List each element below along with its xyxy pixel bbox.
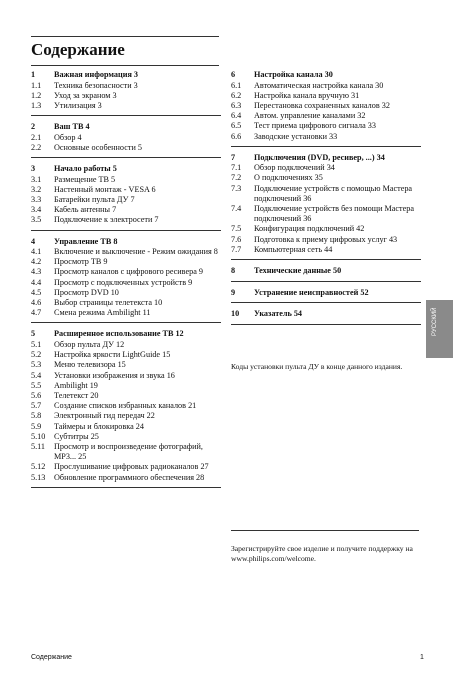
section-title: Настройка канала 30 bbox=[254, 70, 333, 79]
toc-item[interactable] bbox=[31, 81, 221, 91]
toc-item[interactable] bbox=[31, 205, 221, 215]
item-number: 7.5 bbox=[231, 224, 242, 234]
item-number: 4.3 bbox=[31, 267, 42, 277]
item-title: Обновление программного обеспечения 28 bbox=[54, 472, 205, 482]
toc-section-heading[interactable] bbox=[231, 266, 421, 277]
item-title: Телетекст 20 bbox=[54, 390, 99, 400]
item-title: Просмотр и воспроизведение фотографий, MP3... 25 bbox=[54, 441, 203, 462]
item-title: Подключение к электросети 7 bbox=[54, 215, 159, 225]
section-divider bbox=[31, 157, 221, 158]
section-divider bbox=[231, 259, 421, 260]
top-rule bbox=[31, 36, 219, 37]
item-title: Обзор 4 bbox=[54, 132, 82, 142]
item-title: Утилизация 3 bbox=[54, 100, 102, 110]
item-number: 3.4 bbox=[31, 205, 42, 215]
section-title: Управление ТВ 8 bbox=[54, 236, 118, 246]
page-title: Содержание bbox=[31, 40, 125, 59]
toc-item[interactable] bbox=[31, 432, 221, 442]
toc-item[interactable] bbox=[31, 462, 221, 472]
item-title: Создание списков избранных каналов 21 bbox=[54, 401, 197, 411]
language-tab bbox=[426, 300, 453, 358]
item-number: 6.1 bbox=[231, 80, 242, 90]
item-title: Настройка яркости LightGuide 15 bbox=[54, 350, 171, 360]
item-title: Компьютерная сеть 44 bbox=[254, 244, 333, 254]
section-number: 9 bbox=[231, 287, 236, 297]
toc-item[interactable] bbox=[231, 204, 421, 224]
toc-item[interactable] bbox=[31, 391, 221, 401]
item-number: 5.1 bbox=[31, 339, 42, 349]
section-title: Важная информация 3 bbox=[54, 70, 139, 79]
item-number: 1.2 bbox=[31, 90, 42, 100]
item-title: Просмотр с подключенных устройств 9 bbox=[54, 277, 193, 287]
item-title: Просмотр DVD 10 bbox=[54, 287, 119, 297]
toc-section bbox=[31, 237, 221, 324]
item-number: 6.5 bbox=[231, 121, 242, 131]
item-title: Субтитры 25 bbox=[54, 431, 99, 441]
toc-item[interactable] bbox=[31, 360, 221, 370]
item-number: 5.5 bbox=[31, 380, 42, 390]
toc-section-heading[interactable] bbox=[31, 122, 221, 133]
section-divider bbox=[31, 230, 221, 231]
section-divider bbox=[31, 487, 221, 488]
item-title: Ambilight 19 bbox=[54, 380, 98, 390]
item-title: Подготовка к приему цифровых услуг 43 bbox=[254, 234, 398, 244]
footer-page-number: 1 bbox=[420, 654, 424, 661]
item-number: 3.3 bbox=[31, 194, 42, 204]
section-divider bbox=[31, 115, 221, 116]
section-divider bbox=[31, 322, 221, 323]
title-rule bbox=[31, 65, 219, 66]
toc-item[interactable] bbox=[231, 235, 421, 245]
language-tab-label: РУССКИЙ bbox=[432, 307, 438, 336]
toc-section bbox=[31, 329, 221, 487]
toc-item[interactable] bbox=[31, 185, 221, 195]
item-title: Электронный гид передач 22 bbox=[54, 411, 155, 421]
toc-item[interactable] bbox=[31, 411, 221, 421]
section-number: 4 bbox=[31, 236, 36, 246]
item-number: 6.6 bbox=[231, 131, 242, 141]
footer-section-name: Содержание bbox=[31, 654, 72, 661]
section-title: Подключения (DVD, ресивер, ...) 34 bbox=[254, 152, 385, 162]
section-title: Расширенное использование ТВ 12 bbox=[54, 329, 184, 339]
item-number: 5.13 bbox=[31, 472, 46, 482]
item-title: Установки изображения и звука 16 bbox=[54, 370, 175, 380]
toc-item[interactable] bbox=[31, 247, 221, 257]
item-number: 5.9 bbox=[31, 421, 42, 431]
section-number: 7 bbox=[231, 152, 236, 162]
toc-item[interactable] bbox=[31, 195, 221, 205]
item-number: 3.5 bbox=[31, 215, 42, 225]
item-title: Тест приема цифрового сигнала 33 bbox=[254, 121, 376, 131]
item-title: Обзор пульта ДУ 12 bbox=[54, 339, 125, 349]
toc-item[interactable] bbox=[231, 81, 421, 91]
item-title: Заводские установки 33 bbox=[254, 131, 338, 141]
toc-item[interactable] bbox=[31, 298, 221, 308]
toc-section-heading[interactable] bbox=[231, 309, 421, 320]
item-number: 4.5 bbox=[31, 287, 42, 297]
item-number: 6.2 bbox=[231, 90, 242, 100]
toc-item[interactable] bbox=[231, 111, 421, 121]
section-divider bbox=[231, 324, 421, 325]
toc-item[interactable] bbox=[31, 267, 221, 277]
toc-item[interactable] bbox=[31, 278, 221, 288]
item-number: 4.2 bbox=[31, 257, 42, 267]
item-number: 1.3 bbox=[31, 100, 42, 110]
section-number: 1 bbox=[31, 70, 36, 79]
toc-item[interactable] bbox=[31, 91, 221, 101]
section-number: 2 bbox=[31, 122, 36, 132]
item-number: 7.7 bbox=[231, 244, 242, 254]
section-divider bbox=[231, 146, 421, 147]
toc-item[interactable] bbox=[31, 143, 221, 153]
toc-section bbox=[231, 266, 421, 282]
toc-item[interactable] bbox=[231, 101, 421, 111]
remote-codes-note: Коды установки пульта ДУ в конце данного издания. bbox=[231, 362, 403, 371]
item-title: Техника безопасности 3 bbox=[54, 80, 138, 90]
toc-item[interactable] bbox=[31, 422, 221, 432]
toc-item[interactable] bbox=[231, 121, 421, 131]
item-number: 5.7 bbox=[31, 401, 42, 411]
section-title: Технические данные 50 bbox=[254, 266, 342, 276]
toc-item[interactable] bbox=[231, 173, 421, 183]
toc-item[interactable] bbox=[31, 401, 221, 411]
item-number: 7.6 bbox=[231, 234, 242, 244]
toc-item[interactable] bbox=[31, 381, 221, 391]
item-number: 5.2 bbox=[31, 350, 42, 360]
item-title: Подключение устройств с помощью Мастера подключений 36 bbox=[254, 183, 413, 203]
section-title: Ваш ТВ 4 bbox=[54, 122, 90, 132]
toc-section bbox=[31, 122, 221, 158]
item-number: 5.4 bbox=[31, 370, 42, 380]
toc-section-heading[interactable] bbox=[231, 153, 421, 164]
item-number: 5.12 bbox=[31, 462, 46, 472]
toc-item[interactable] bbox=[31, 101, 221, 111]
item-title: Автоматическая настройка канала 30 bbox=[254, 80, 384, 90]
section-title: Указатель 54 bbox=[254, 309, 303, 319]
toc-item[interactable] bbox=[31, 371, 221, 381]
section-number: 6 bbox=[231, 70, 236, 79]
item-number: 7.1 bbox=[231, 163, 242, 173]
section-number: 10 bbox=[231, 309, 240, 319]
toc-item[interactable] bbox=[31, 257, 221, 267]
toc-section-heading[interactable] bbox=[31, 237, 221, 248]
section-divider bbox=[231, 281, 421, 282]
item-title: Основные особенности 5 bbox=[54, 142, 142, 152]
item-number: 5.10 bbox=[31, 431, 46, 441]
item-number: 4.7 bbox=[31, 308, 42, 318]
toc-section-heading[interactable] bbox=[31, 329, 221, 340]
toc-item[interactable] bbox=[31, 442, 221, 462]
item-title: О подключениях 35 bbox=[254, 173, 323, 183]
section-title: Устранение неисправностей 52 bbox=[254, 287, 369, 297]
toc-section bbox=[31, 70, 221, 116]
item-number: 5.3 bbox=[31, 360, 42, 370]
toc-item[interactable] bbox=[231, 163, 421, 173]
item-number: 6.3 bbox=[231, 100, 242, 110]
toc-item[interactable] bbox=[31, 133, 221, 143]
toc-item[interactable] bbox=[231, 91, 421, 101]
toc-section-heading[interactable] bbox=[231, 70, 421, 81]
register-note: Зарегистрируйте свое изделие и получите поддержку на www.philips.com/welcome. bbox=[231, 544, 413, 563]
item-number: 4.4 bbox=[31, 277, 42, 287]
item-title: Автом. управление каналами 32 bbox=[254, 111, 366, 121]
toc-section-heading[interactable] bbox=[231, 288, 421, 299]
section-divider bbox=[231, 302, 421, 303]
toc-item[interactable] bbox=[31, 288, 221, 298]
section-number: 5 bbox=[31, 329, 36, 339]
item-title: Меню телевизора 15 bbox=[54, 360, 126, 370]
toc-item[interactable] bbox=[31, 308, 221, 318]
register-rule bbox=[231, 530, 419, 531]
item-title: Подключение устройств без помощи Мастера подключений 36 bbox=[254, 204, 414, 224]
item-number: 2.1 bbox=[31, 132, 42, 142]
item-number: 7.4 bbox=[231, 204, 242, 214]
item-title: Конфигурация подключений 42 bbox=[254, 224, 365, 234]
item-title: Таймеры и блокировка 24 bbox=[54, 421, 144, 431]
item-title: Кабель антенны 7 bbox=[54, 205, 117, 215]
item-title: Настройка канала вручную 31 bbox=[254, 90, 360, 100]
toc-section bbox=[231, 288, 421, 304]
section-number: 3 bbox=[31, 164, 36, 174]
toc-section-heading[interactable] bbox=[31, 164, 221, 175]
item-number: 7.2 bbox=[231, 173, 242, 183]
item-title: Включение и выключение - Режим ожидания 8 bbox=[54, 247, 218, 257]
toc-item[interactable] bbox=[31, 350, 221, 360]
toc-section bbox=[231, 309, 421, 325]
toc-left-column bbox=[31, 70, 221, 494]
toc-section bbox=[231, 70, 421, 147]
toc-section-heading[interactable] bbox=[31, 70, 221, 81]
item-title: Размещение ТВ 5 bbox=[54, 174, 116, 184]
toc-item[interactable] bbox=[31, 473, 221, 483]
item-title: Смена режима Ambilight 11 bbox=[54, 308, 151, 318]
section-number: 8 bbox=[231, 266, 236, 276]
toc-item[interactable] bbox=[31, 215, 221, 225]
item-number: 5.8 bbox=[31, 411, 42, 421]
section-title: Начало работы 5 bbox=[54, 164, 117, 174]
item-number: 2.2 bbox=[31, 142, 42, 152]
item-number: 3.1 bbox=[31, 174, 42, 184]
item-title: Перестановка сохраненных каналов 32 bbox=[254, 100, 390, 110]
toc-item[interactable] bbox=[231, 245, 421, 255]
item-number: 5.11 bbox=[31, 441, 46, 451]
item-title: Выбор страницы телетекста 10 bbox=[54, 298, 163, 308]
toc-section bbox=[231, 153, 421, 260]
item-title: Просмотр ТВ 9 bbox=[54, 257, 108, 267]
toc-item[interactable] bbox=[231, 224, 421, 234]
item-number: 1.1 bbox=[31, 80, 42, 90]
item-title: Обзор подключений 34 bbox=[254, 163, 335, 173]
item-number: 3.2 bbox=[31, 184, 42, 194]
item-number: 4.6 bbox=[31, 298, 42, 308]
item-title: Прослушивание цифровых радиоканалов 27 bbox=[54, 462, 209, 472]
toc-item[interactable] bbox=[231, 184, 421, 204]
item-title: Батарейки пульта ДУ 7 bbox=[54, 194, 135, 204]
item-title: Настенный монтаж - VESA 6 bbox=[54, 184, 156, 194]
item-number: 4.1 bbox=[31, 247, 42, 257]
toc-item[interactable] bbox=[31, 340, 221, 350]
toc-item[interactable] bbox=[231, 132, 421, 142]
item-title: Просмотр каналов с цифрового ресивера 9 bbox=[54, 267, 203, 277]
toc-right-column bbox=[231, 70, 421, 331]
item-number: 5.6 bbox=[31, 390, 42, 400]
toc-section bbox=[31, 164, 221, 231]
item-title: Уход за экраном 3 bbox=[54, 90, 117, 100]
item-number: 7.3 bbox=[231, 183, 242, 193]
item-number: 6.4 bbox=[231, 111, 242, 121]
toc-item[interactable] bbox=[31, 175, 221, 185]
